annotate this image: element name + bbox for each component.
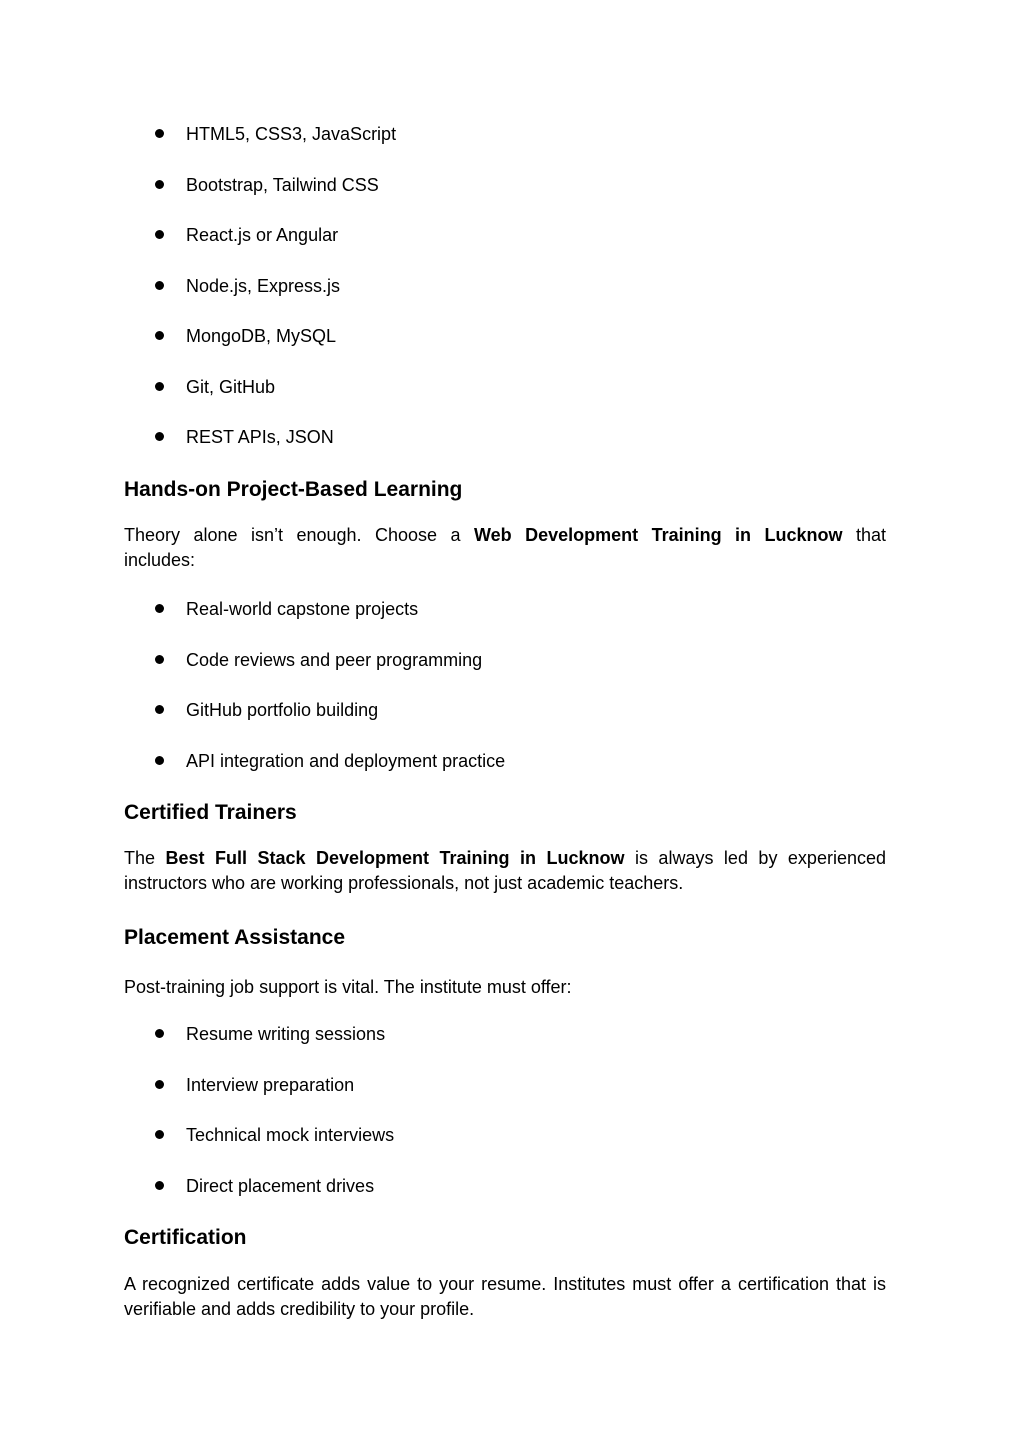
section-heading-hands-on: Hands-on Project-Based Learning <box>124 478 463 501</box>
list-item-text: HTML5, CSS3, JavaScript <box>186 124 397 144</box>
placement-intro-text: Post-training job support is vital. The institute must offer: <box>124 977 572 997</box>
bullet-icon <box>155 705 164 714</box>
trainers-text-line2: instructors who are working professionals, not just academic teachers. <box>124 873 684 893</box>
bullet-icon <box>155 655 164 664</box>
trainers-text-start: The <box>124 848 156 868</box>
bullet-icon <box>155 1181 164 1190</box>
list-item-text: Code reviews and peer programming <box>186 650 483 670</box>
certification-text <box>124 1272 886 1322</box>
list-item-text: Real-world capstone projects <box>186 599 419 619</box>
list-item-text: Direct placement drives <box>186 1176 375 1196</box>
section-heading-certification: Certification <box>124 1226 247 1249</box>
intro-text-end: that <box>855 525 886 545</box>
trainers-text <box>124 846 886 896</box>
placement-intro <box>124 975 886 1000</box>
bullet-icon <box>155 604 164 613</box>
bullet-icon <box>155 180 164 189</box>
list-item-text: API integration and deployment practice <box>186 751 506 771</box>
list-item-text: MongoDB, MySQL <box>186 326 337 346</box>
list-item-text: REST APIs, JSON <box>186 427 334 447</box>
intro-text-line2: includes: <box>124 550 196 570</box>
list-item-text: React.js or Angular <box>186 225 339 245</box>
certification-text-line1: A recognized certificate adds value to your resume. Institutes must offer a certification that is <box>124 1274 886 1294</box>
section-heading-placement: Placement Assistance <box>124 926 346 949</box>
certification-text-line2: verifiable and adds credibility to your profile. <box>124 1299 475 1319</box>
list-item-text: Technical mock interviews <box>186 1125 395 1145</box>
bullet-icon <box>155 230 164 239</box>
bullet-icon <box>155 1130 164 1139</box>
bullet-icon <box>155 756 164 765</box>
list-item-text: GitHub portfolio building <box>186 700 379 720</box>
trainers-text-end: is always led by experienced <box>634 848 886 868</box>
bullet-icon <box>155 281 164 290</box>
trainers-bold-text: Best Full Stack Development Training in Lucknow <box>165 848 625 868</box>
bullet-icon <box>155 432 164 441</box>
bullet-icon <box>155 129 164 138</box>
list-item-text: Node.js, Express.js <box>186 276 341 296</box>
hands-on-intro <box>124 523 886 573</box>
bullet-icon <box>155 331 164 340</box>
intro-bold-text: Web Development Training in Lucknow <box>473 525 843 545</box>
list-item-text: Git, GitHub <box>186 377 276 397</box>
bullet-icon <box>155 382 164 391</box>
list-item-text: Resume writing sessions <box>186 1024 386 1044</box>
list-item-text: Bootstrap, Tailwind CSS <box>186 175 379 195</box>
bullet-icon <box>155 1029 164 1038</box>
list-item-text: Interview preparation <box>186 1075 355 1095</box>
intro-text: Theory alone isn’t enough. Choose a <box>124 525 461 545</box>
section-heading-trainers: Certified Trainers <box>124 801 297 824</box>
bullet-icon <box>155 1080 164 1089</box>
